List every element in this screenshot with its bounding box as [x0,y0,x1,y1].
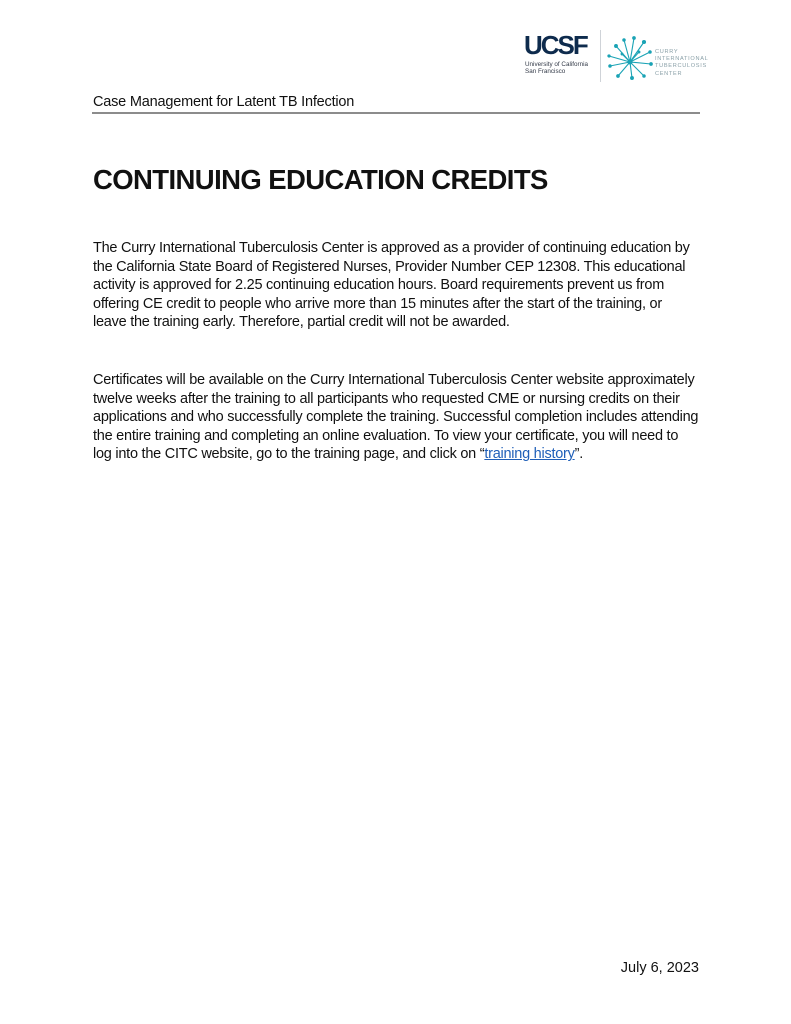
ucsf-subtitle-line2: San Francisco [525,68,566,76]
ucsf-subtitle-line1: University of California [525,61,588,68]
running-header: Case Management for Latent TB Infection [93,94,355,110]
logo-divider [600,30,601,82]
paragraph-provider-approval: The Curry International Tuberculosis Center is approved as a provider of continuing education by the California State Board of Registered Nurses, Provider Number CEP 12308. This educational activity is approved for 2.25 continuing education hours. Board requirements prevent us from offering CE credit to people who arrive more than 15 minutes after the start of the training, or leave the training early. Therefore, partial credit will not be awarded. [93,240,690,331]
page-title: CONTINUING EDUCATION CREDITS [93,164,548,195]
paragraph-certificates [93,371,699,464]
paragraph-certificates-end: ”. [574,446,583,463]
ucsf-logo-subtitle [525,61,599,76]
training-history-link[interactable]: training history [484,446,575,463]
citc-logo-text: CURRY INTERNATIONAL TUBERCULOSIS CENTER [655,49,709,77]
header-divider [92,112,700,114]
logo-block [524,28,710,84]
footer-date: July 6, 2023 [620,960,699,976]
citc-burst-icon [606,32,654,80]
ucsf-logo: UCSF [524,30,587,60]
paragraph-certificates-text: Certificates will be available on the Curry International Tuberculosis Center website approximately twelve weeks after the training to all participants who requested CME or nursing credits on their applications and who successfully complete the training. Successful completion includes attending the entire training and completing an online evaluation. To view your certificate, you will need to log into the CITC website, go to the training page, and click on “ [93,372,699,463]
